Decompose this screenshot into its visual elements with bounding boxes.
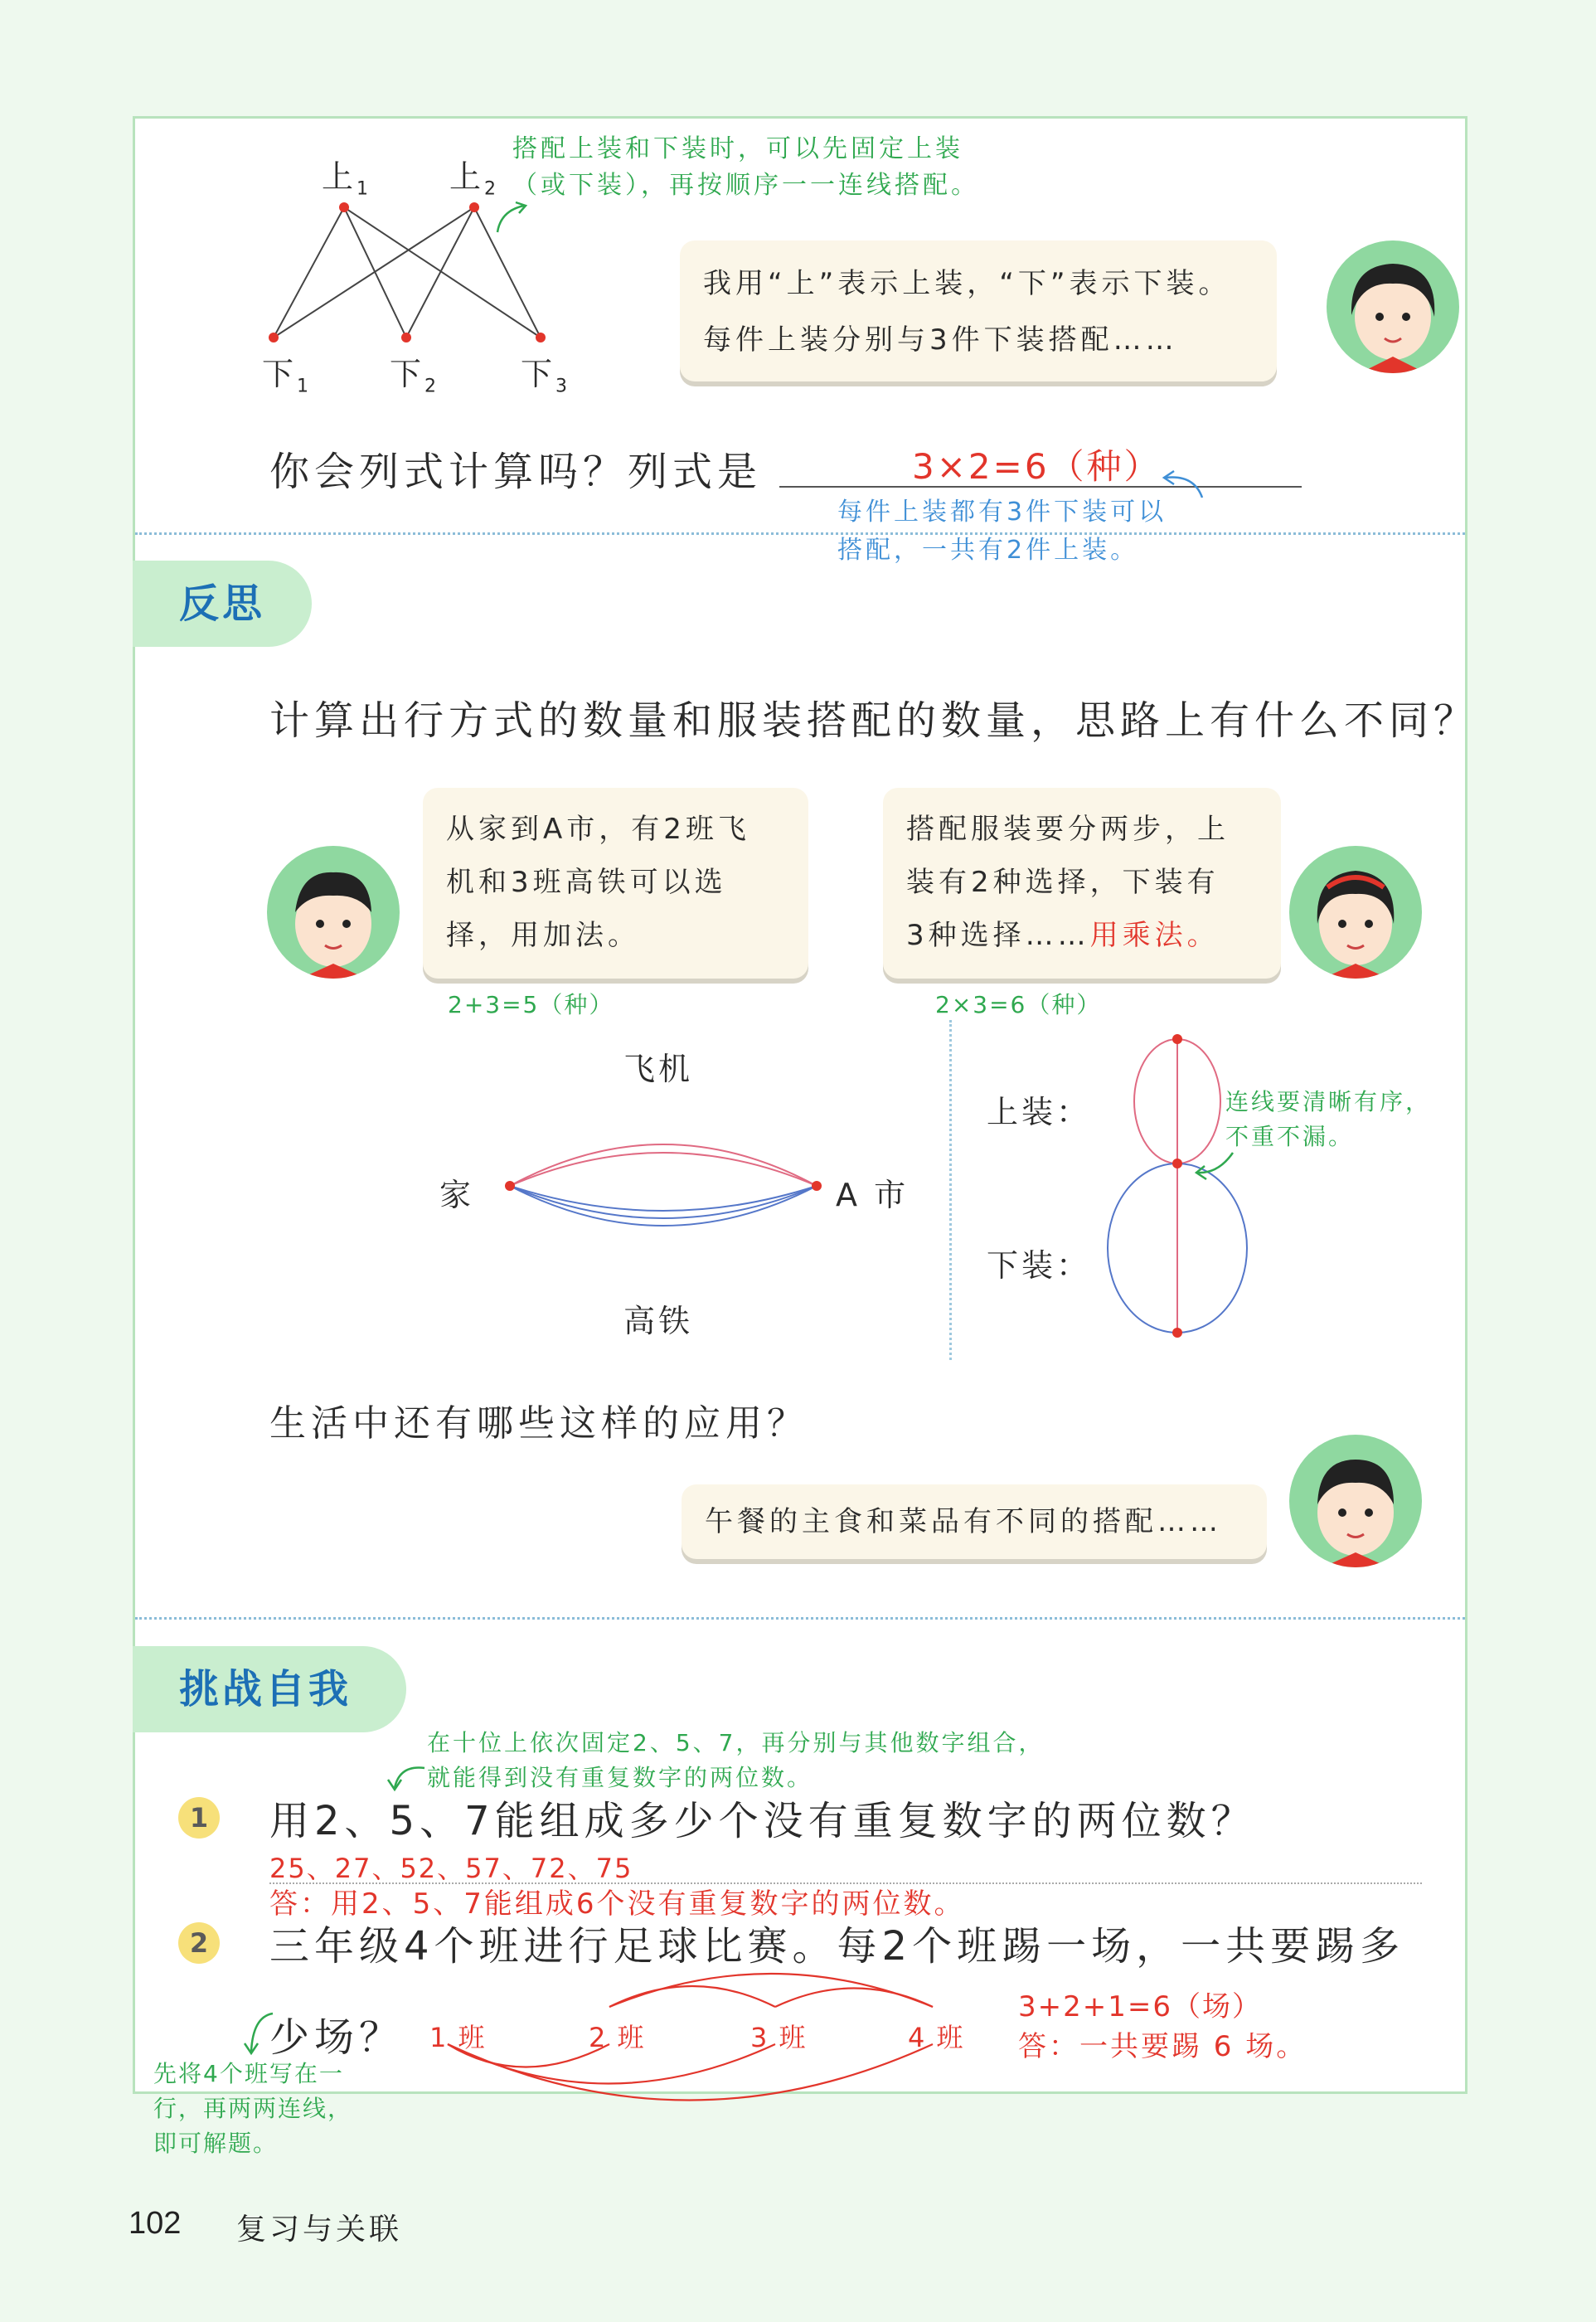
class-2-label: 2 班: [589, 2022, 646, 2053]
question-formula-prompt: 你会列式计算吗？列式是: [269, 449, 763, 495]
class-1-label: 1 班: [429, 2022, 487, 2053]
boy-avatar-2: [1289, 1435, 1422, 1567]
problem-2-note-line: 即可解题。: [153, 2130, 279, 2157]
problem-2-note: [153, 2057, 352, 2161]
problem-2-text-line2: 少场？: [269, 2014, 405, 2061]
problem-1-answer-list: 25、27、52、57、72、75: [269, 1853, 633, 1884]
bottom-point-3: [536, 333, 546, 342]
problem-1-number: 1: [178, 1797, 220, 1839]
pairing-annotation-line1: 搭配上装和下装时，可以先固定上装: [512, 134, 963, 163]
annotation-arrow-icon: [491, 199, 532, 240]
chapter-name: 复习与关联: [236, 2213, 403, 2247]
clothes-note-line: 连线要清晰有序，: [1225, 1088, 1432, 1115]
explanation-arrow-icon: [1152, 464, 1210, 506]
girl-avatar: [1327, 240, 1459, 373]
bubble-line: 我用“上”表示上装，“下”表示下装。: [703, 267, 1231, 300]
travel-routes-diagram: [497, 1111, 829, 1269]
problem-2-note-arrow-icon: [236, 2005, 286, 2058]
clothes-note-line: 不重不漏。: [1225, 1123, 1355, 1150]
section-title-reflect: 反思: [133, 561, 312, 647]
bottom-point-1: [269, 333, 279, 342]
bottom-label-3: 下$_3$: [521, 356, 571, 397]
bottoms-label: 下装：: [987, 1247, 1092, 1284]
train-label: 高铁: [623, 1303, 694, 1339]
speech-bubble-girl-2: [883, 788, 1281, 979]
section-divider-2: [135, 1617, 1465, 1620]
problem-2-number: 2: [178, 1922, 220, 1964]
problem-2-answer: 答：一共要踢 6 场。: [1018, 2030, 1307, 2063]
top-label-1: 上$_1$: [322, 158, 372, 200]
bubble-line: 机和3班高铁可以选: [446, 866, 727, 899]
top-point-1: [339, 202, 349, 212]
class-4-label: 4 班: [908, 2022, 965, 2053]
bubble-line: 每件上装分别与3件下装搭配……: [703, 323, 1178, 357]
class-3-label: 3 班: [750, 2022, 808, 2053]
city-a-point: [812, 1181, 822, 1191]
city-a-label: A 市: [836, 1177, 910, 1213]
challenge-note-line1: 在十位上依次固定2、5、7，再分别与其他数字组合，: [427, 1729, 1045, 1756]
bubble-line: 装有2种选择，下装有: [906, 866, 1220, 899]
speech-bubble-girl-1: [680, 240, 1277, 381]
section-divider-1: [135, 532, 1465, 535]
life-application-question: 生活中还有哪些这样的应用？: [269, 1402, 808, 1445]
answer-dotted-line: [269, 1882, 1422, 1884]
bottom-label-1: 下$_1$: [262, 356, 313, 397]
match-1-4: [448, 2044, 933, 2101]
formula-explanation-line1: 每件上装都有3件下装可以: [837, 498, 1167, 527]
pairing-annotation-line2: （或下装），再按顺序一一连线搭配。: [512, 171, 979, 200]
column-divider: [949, 1020, 952, 1360]
clothes-loops-diagram: [1094, 1028, 1260, 1352]
bubble-line: 择，用加法。: [446, 919, 640, 952]
challenge-note-line2: 就能得到没有重复数字的两位数。: [427, 1764, 813, 1791]
bottom-point-2: [401, 333, 411, 342]
boy-avatar: [267, 846, 400, 979]
bottom-label-2: 下$_2$: [390, 356, 440, 397]
section-title-challenge: 挑战自我: [133, 1646, 406, 1732]
bubble-line: 3种选择……: [906, 919, 1090, 952]
problem-1-text: 用2、5、7能组成多少个没有重复数字的两位数？: [269, 1798, 1256, 1844]
home-point: [505, 1181, 515, 1191]
clothes-note: [1225, 1085, 1431, 1154]
bottom-node: [1172, 1328, 1182, 1338]
bubble-line: 搭配服装要分两步，上: [906, 813, 1230, 846]
tops-label: 上装：: [987, 1094, 1092, 1130]
reflect-question: 计算出行方式的数量和服装搭配的数量，思路上有什么不同？: [269, 697, 1479, 744]
problem-2-note-line: 行，再两两连线，: [153, 2095, 353, 2122]
multiply-hint: 用乘法。: [1089, 919, 1220, 952]
clothes-note-arrow-icon: [1190, 1144, 1239, 1186]
problem-1-answer: 答：用2、5、7能组成6个没有重复数字的两位数。: [269, 1887, 965, 1921]
top-point-2: [469, 202, 479, 212]
multiplication-calc: 2×3=6（种）: [935, 991, 1102, 1018]
girl-avatar-2: [1289, 846, 1422, 979]
problem-2-calc: 3+2+1=6（场）: [1018, 1990, 1262, 2023]
plane-label: 飞机: [623, 1051, 694, 1087]
match-2-4: [609, 1974, 933, 2007]
top-node: [1172, 1034, 1182, 1044]
formula-answer: 3×2=6（种）: [912, 446, 1162, 487]
page-number: 102: [129, 2206, 182, 2241]
problem-2-note-line: 先将4个班写在一: [153, 2060, 344, 2087]
problem-2-text-line1: 三年级4个班进行足球比赛。每2个班踢一场，一共要踢多: [269, 1923, 1405, 1970]
speech-bubble-boy-2: 午餐的主食和菜品有不同的搭配……: [682, 1484, 1267, 1559]
formula-explanation-line2: 搭配，一共有2件上装。: [837, 536, 1139, 565]
home-label: 家: [439, 1177, 475, 1213]
middle-node: [1172, 1159, 1182, 1168]
speech-bubble-boy: [423, 788, 808, 979]
top-label-2: 上$_2$: [449, 158, 500, 200]
match-lines-diagram: [415, 1965, 995, 2140]
addition-calc: 2+3=5（种）: [448, 991, 614, 1018]
bubble-line: 从家到A市，有2班飞: [446, 813, 750, 846]
